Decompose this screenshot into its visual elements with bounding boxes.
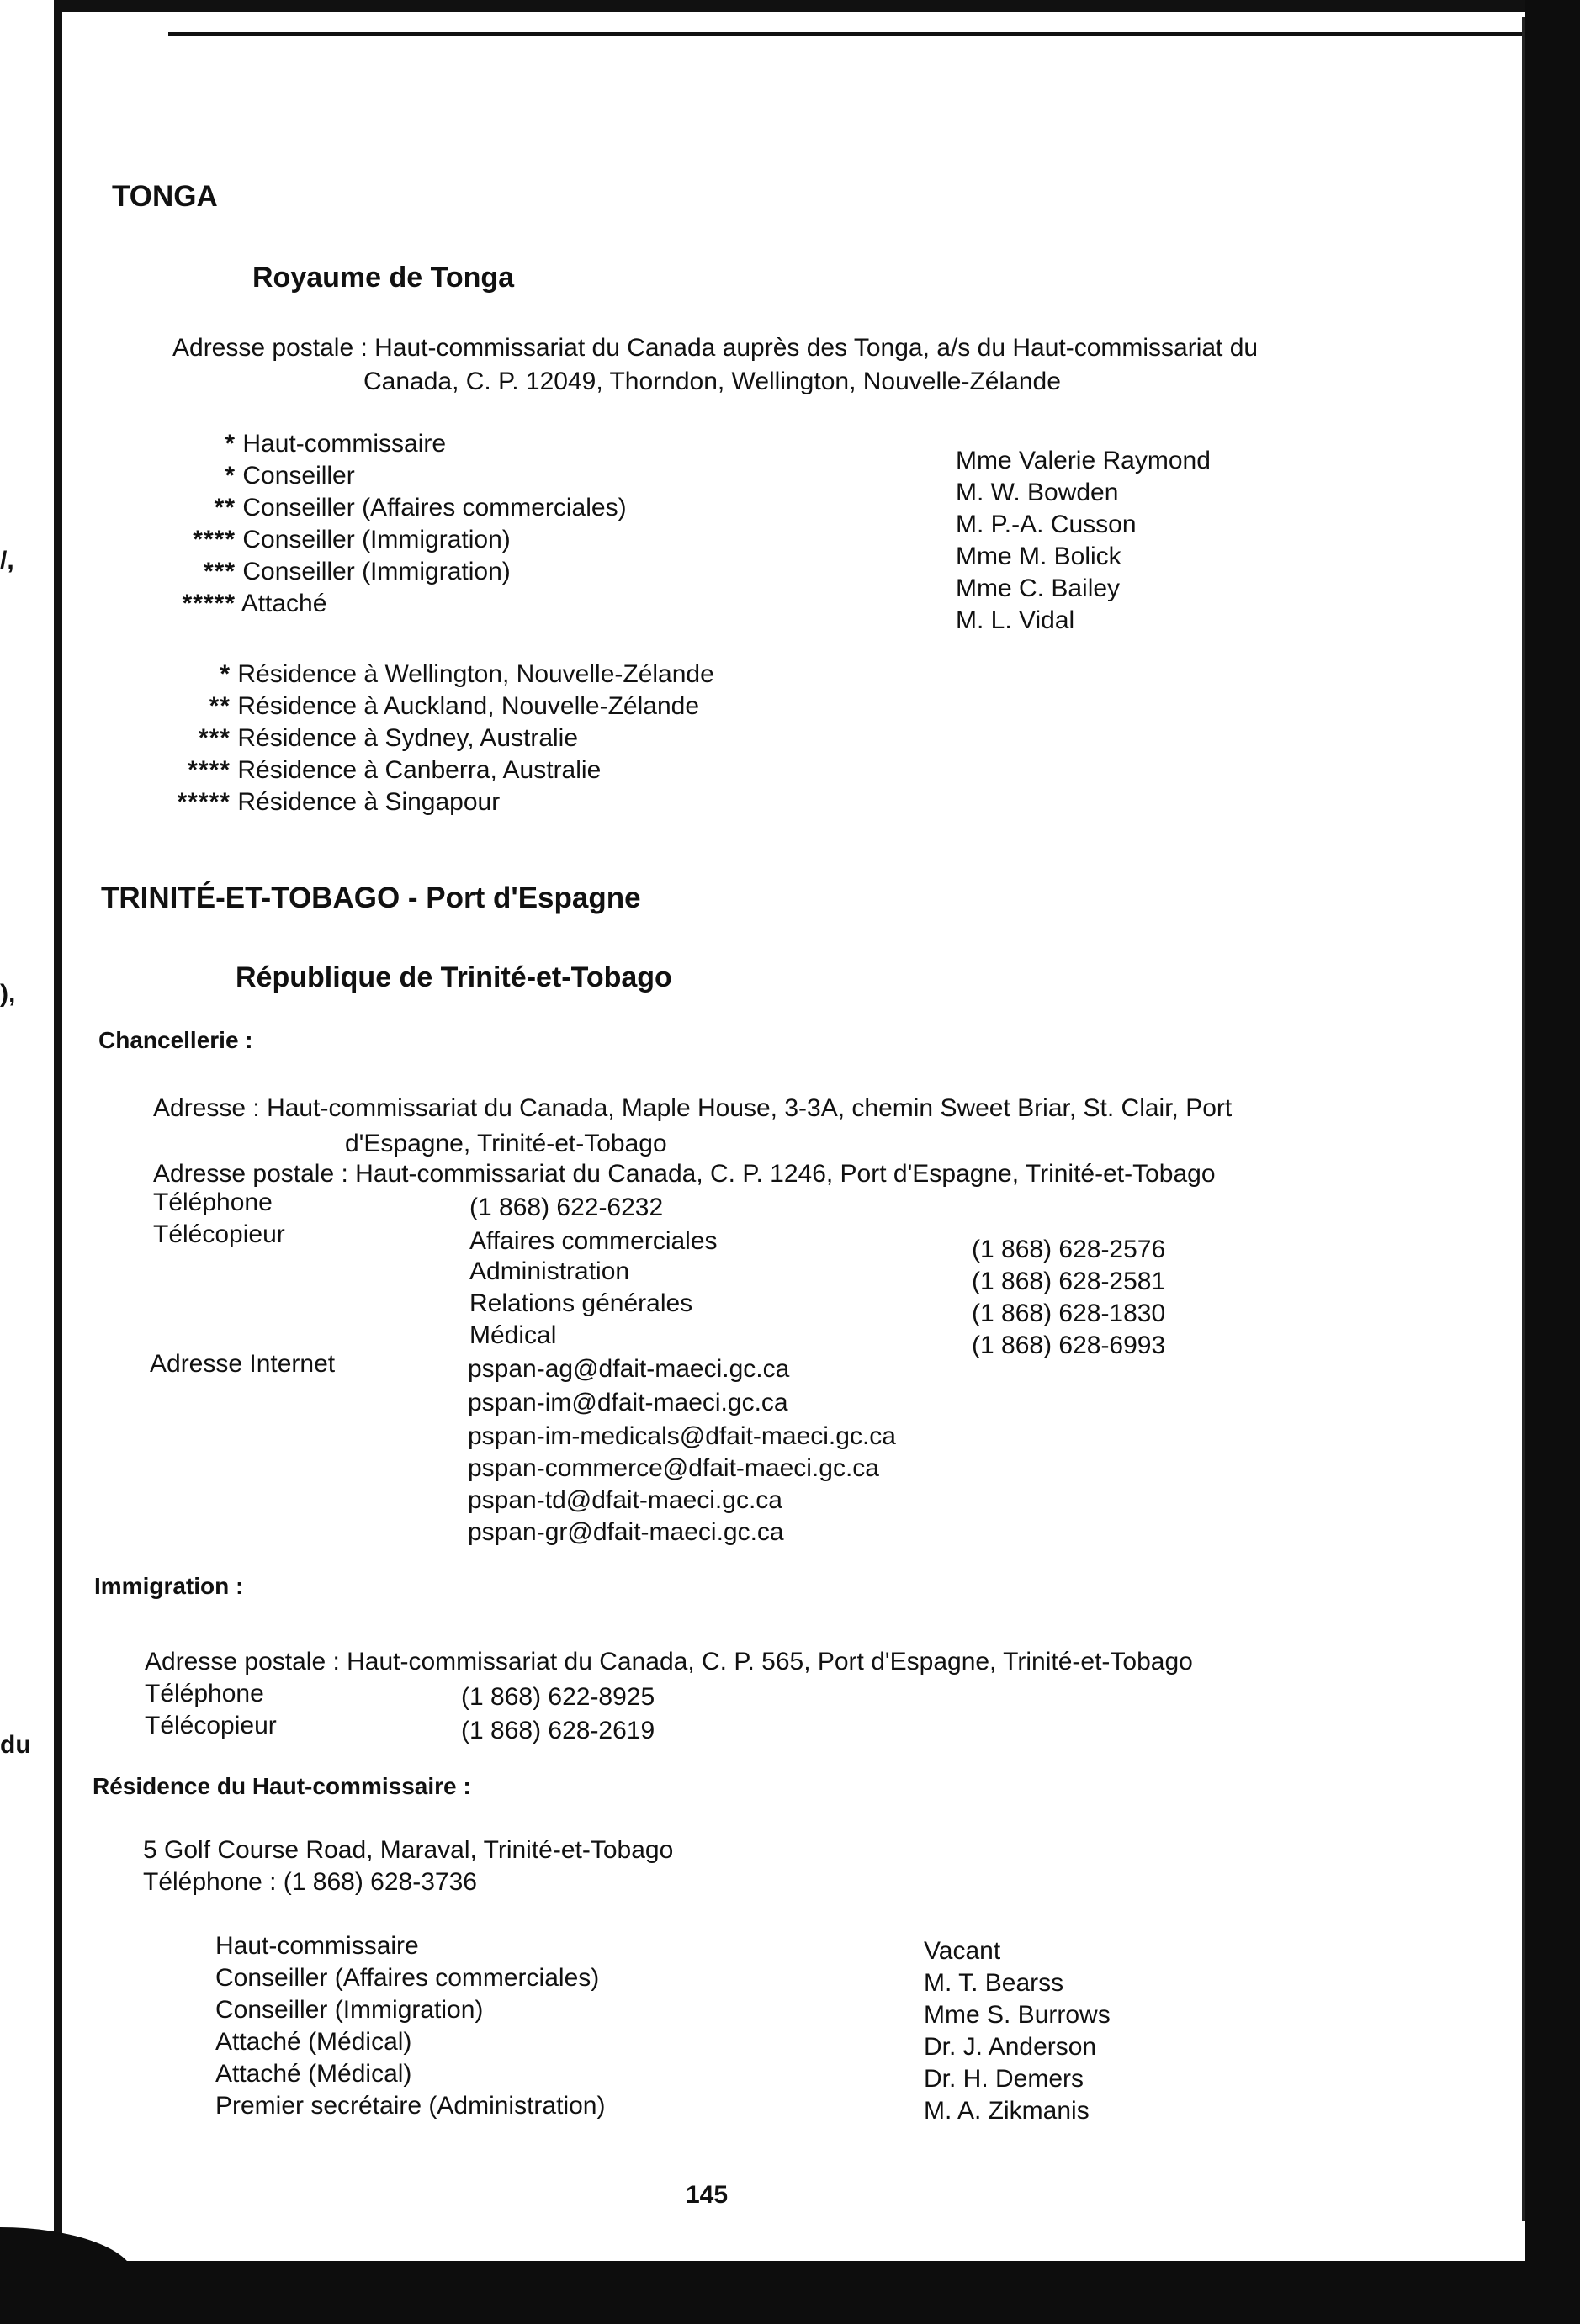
footnote-mark: ***** (177, 788, 231, 816)
immigration-fax-value: (1 868) 628-2619 (461, 1717, 655, 1744)
staff-name: M. A. Zikmanis (924, 2097, 1090, 2125)
chancery-label: Chancellerie : (98, 1027, 253, 1053)
staff-row (135, 557, 511, 587)
margin-fragment: /, (0, 547, 14, 574)
staff-row (135, 589, 326, 619)
staff-title: Conseiller (242, 462, 355, 490)
staff-row (135, 525, 511, 555)
page-number: 145 (686, 2181, 729, 2209)
address-line: Haut-commissariat du Canada, Maple House, 3-3A, chemin Sweet Briar, St. Clair, Port (267, 1094, 1233, 1122)
chancery-postal (153, 1159, 1216, 1189)
scan-right-edge (1525, 0, 1580, 2324)
fax-label: Télécopieur (153, 1220, 285, 1248)
postal-address-tonga-cont: Canada, C. P. 12049, Thorndon, Wellington, Nouvelle-Zélande (363, 368, 1061, 395)
staff-title: Premier secrétaire (Administration) (215, 2092, 606, 2120)
footnote-mark: * (220, 660, 231, 688)
postal-line: Haut-commissariat du Canada auprès des Tonga, a/s du Haut-commissariat du (374, 334, 1259, 362)
staff-name: Mme C. Bailey (956, 574, 1121, 602)
section-heading-tonga: TONGA (112, 180, 218, 213)
residence-note (135, 691, 699, 722)
staff-title: Conseiller (Immigration) (215, 1996, 484, 2024)
staff-name: M. T. Bearss (924, 1969, 1064, 1997)
staff-name: M. L. Vidal (956, 606, 1075, 634)
residence-text: Résidence à Sydney, Australie (237, 724, 579, 752)
footnote-mark: ***** (182, 590, 236, 617)
fax-dept: Affaires commerciales (469, 1227, 718, 1255)
footnote-mark: * (225, 462, 236, 490)
fax-number: (1 868) 628-6993 (972, 1331, 1166, 1359)
fax-dept: Administration (469, 1257, 630, 1285)
postal-label: Adresse postale : (145, 1648, 340, 1676)
fax-number: (1 868) 628-1830 (972, 1300, 1166, 1327)
margin-fragment: du (0, 1731, 31, 1759)
fax-number: (1 868) 628-2581 (972, 1268, 1166, 1295)
section-heading-trinidad: TRINITÉ-ET-TOBAGO - Port d'Espagne (101, 881, 641, 914)
residence-note (135, 723, 578, 754)
staff-name: Mme S. Burrows (924, 2001, 1111, 2029)
staff-name: Vacant (924, 1937, 1001, 1965)
margin-fragment: ), (0, 980, 16, 1008)
email-address[interactable]: pspan-td@dfait-maeci.gc.ca (468, 1486, 782, 1514)
staff-title: Attaché (Médical) (215, 2028, 412, 2056)
staff-name: M. P.-A. Cusson (956, 511, 1137, 538)
scan-left-border (54, 0, 62, 2271)
email-address[interactable]: pspan-im@dfait-maeci.gc.ca (468, 1389, 788, 1416)
email-address[interactable]: pspan-gr@dfait-maeci.gc.ca (468, 1518, 784, 1546)
staff-row (135, 461, 355, 491)
scan-bottom-edge (0, 2261, 1580, 2324)
email-address[interactable]: pspan-ag@dfait-maeci.gc.ca (468, 1355, 790, 1383)
residence-note (135, 787, 500, 818)
official-name-trinidad: République de Trinité-et-Tobago (236, 961, 672, 993)
postal-value: Haut-commissariat du Canada, C. P. 1246, Port d'Espagne, Trinité-et-Tobago (355, 1160, 1216, 1188)
immigration-label: Immigration : (94, 1573, 244, 1599)
footnote-mark: **** (193, 526, 236, 553)
staff-name: Mme Valerie Raymond (956, 447, 1211, 474)
address-label: Adresse : (153, 1094, 260, 1122)
footnote-mark: ** (214, 494, 236, 521)
footnote-mark: *** (198, 724, 231, 752)
immigration-phone-value: (1 868) 622-8925 (461, 1683, 655, 1711)
postal-label: Adresse postale : (153, 1160, 348, 1188)
residence-label: Résidence du Haut-commissaire : (93, 1773, 471, 1799)
staff-title: Attaché (Médical) (215, 2060, 412, 2088)
staff-title: Haut-commissaire (242, 430, 447, 458)
fax-dept: Relations générales (469, 1289, 693, 1317)
staff-title: Conseiller (Affaires commerciales) (215, 1964, 600, 1992)
staff-title: Conseiller (Immigration) (242, 558, 511, 585)
email-address[interactable]: pspan-im-medicals@dfait-maeci.gc.ca (468, 1422, 896, 1450)
footnote-mark: ** (209, 692, 231, 720)
staff-name: Dr. J. Anderson (924, 2033, 1097, 2061)
immigration-fax-label: Télécopieur (145, 1712, 277, 1739)
immigration-postal (145, 1647, 1193, 1677)
postal-value: Haut-commissariat du Canada, C. P. 565, Port d'Espagne, Trinité-et-Tobago (347, 1648, 1193, 1676)
residence-text: Résidence à Canberra, Australie (237, 756, 602, 784)
staff-name: Mme M. Bolick (956, 543, 1121, 570)
fax-number: (1 868) 628-2576 (972, 1236, 1166, 1263)
staff-name: M. W. Bowden (956, 479, 1119, 506)
internet-label: Adresse Internet (150, 1350, 336, 1378)
residence-phone: Téléphone : (1 868) 628-3736 (143, 1868, 477, 1896)
official-name-tonga: Royaume de Tonga (252, 262, 515, 294)
residence-text: Résidence à Wellington, Nouvelle-Zélande (237, 660, 714, 688)
residence-text: Résidence à Auckland, Nouvelle-Zélande (237, 692, 700, 720)
staff-title: Conseiller (Affaires commerciales) (242, 494, 627, 521)
phone-label: Téléphone (153, 1188, 273, 1216)
staff-row (135, 493, 627, 523)
footnote-mark: *** (203, 558, 236, 585)
email-address[interactable]: pspan-commerce@dfait-maeci.gc.ca (468, 1454, 879, 1482)
scan-top-rule (168, 32, 1531, 36)
immigration-phone-label: Téléphone (145, 1680, 264, 1707)
staff-title: Attaché (241, 590, 327, 617)
chancery-address (153, 1093, 1232, 1124)
fax-dept: Médical (469, 1321, 557, 1349)
postal-address-tonga (172, 333, 1258, 363)
residence-address: 5 Golf Course Road, Maraval, Trinité-et-Tobago (143, 1836, 674, 1864)
footnote-mark: **** (188, 756, 231, 784)
residence-note (135, 659, 714, 690)
residence-text: Résidence à Singapour (237, 788, 501, 816)
chancery-address-cont: d'Espagne, Trinité-et-Tobago (345, 1130, 667, 1157)
staff-name: Dr. H. Demers (924, 2065, 1084, 2093)
residence-note (135, 755, 601, 786)
postal-label: Adresse postale : (172, 334, 368, 362)
phone-value: (1 868) 622-6232 (469, 1194, 664, 1221)
staff-title: Conseiller (Immigration) (242, 526, 511, 553)
scan-left-margin (0, 0, 59, 2324)
scan-top-border (56, 0, 1528, 12)
footnote-mark: * (225, 430, 236, 458)
staff-title: Haut-commissaire (215, 1932, 419, 1960)
staff-row (135, 429, 446, 459)
